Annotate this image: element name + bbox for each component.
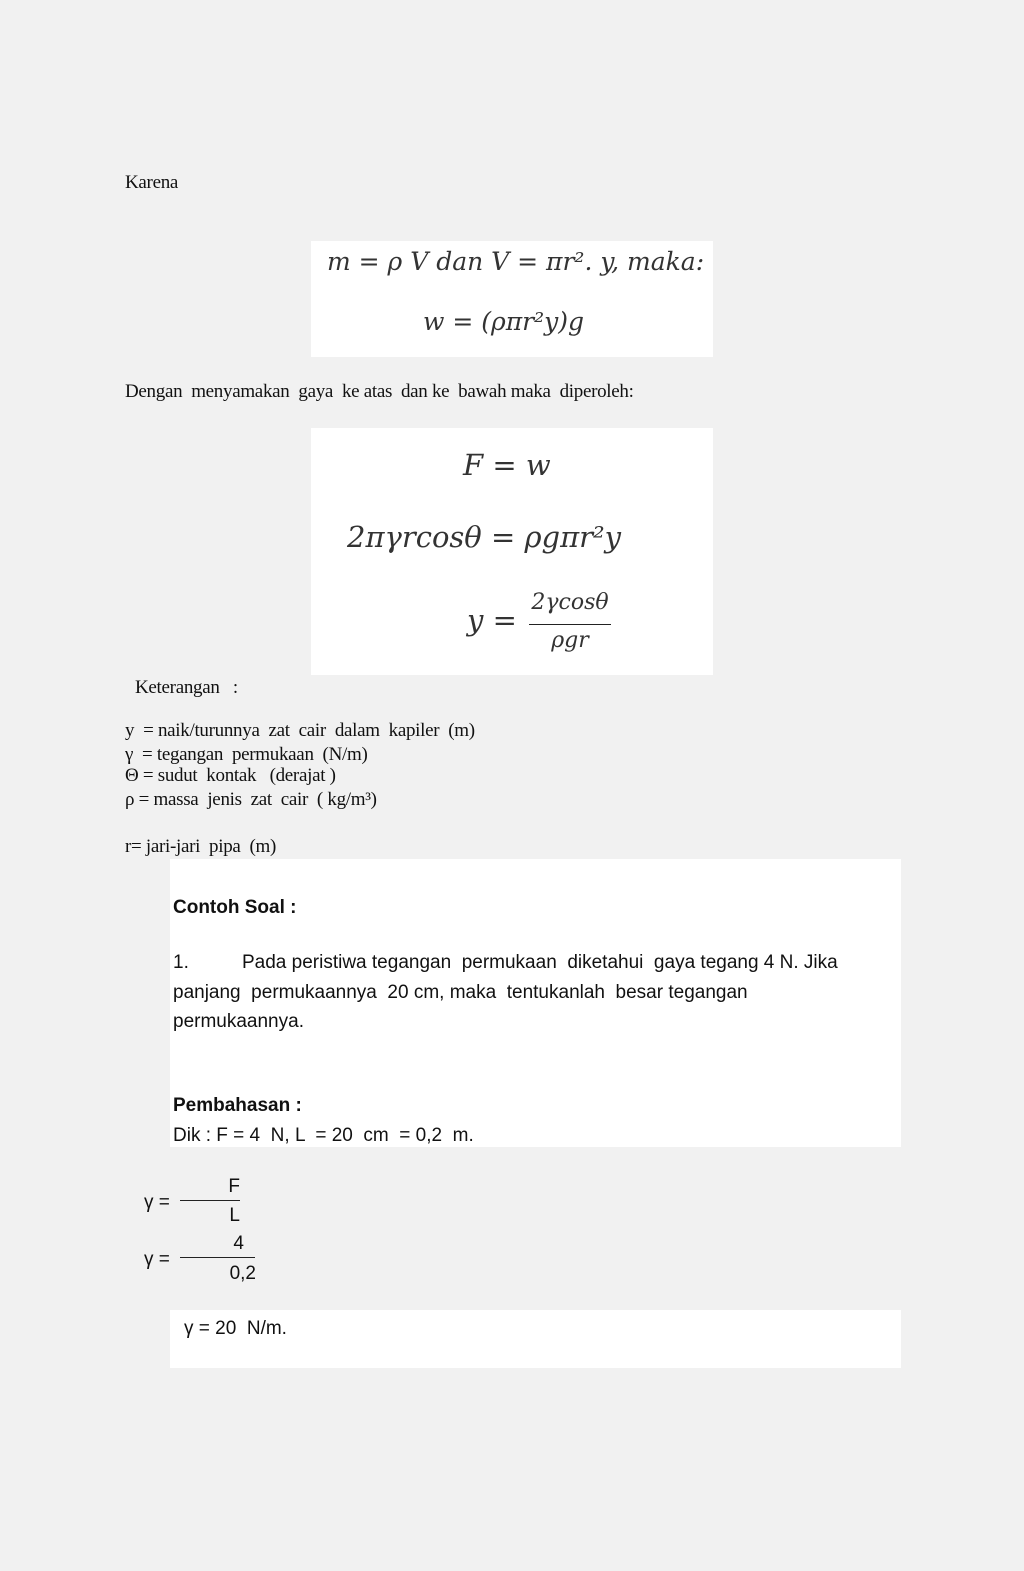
calc-2-denominator: 0,2 — [229, 1263, 256, 1284]
calc-1-lhs: γ = — [144, 1192, 170, 1213]
formula-2-denominator: ρgr — [551, 628, 589, 653]
legend-rho: ρ = massa jenis zat cair ( kg/m³) — [125, 789, 377, 810]
calc-2-lhs: γ = — [144, 1249, 170, 1270]
formula-image-2 — [311, 428, 713, 675]
question-line-3: permukaannya. — [173, 1011, 304, 1032]
example-box — [170, 859, 901, 1147]
formula-2-numerator: 2γcosθ — [531, 590, 609, 615]
formula-image-1 — [311, 241, 713, 357]
paragraph-equating-forces: Dengan menyamakan gaya ke atas dan ke bawah maka diperoleh: — [125, 381, 634, 402]
calc-1-denominator: L — [229, 1205, 240, 1226]
result-text: γ = 20 N/m. — [184, 1318, 287, 1339]
calc-1-fraction-bar — [180, 1200, 240, 1201]
calc-2-numerator: 4 — [233, 1233, 244, 1254]
question-number: 1. — [173, 952, 189, 973]
legend-gamma: γ = tegangan permukaan (N/m) — [125, 744, 368, 765]
known-values: Dik : F = 4 N, L = 20 cm = 0,2 m. — [173, 1125, 474, 1146]
intro-text: Karena — [125, 172, 179, 193]
formula-2-line-3-lhs: y = — [467, 603, 517, 637]
formula-2-line-1: F = w — [463, 448, 551, 482]
calc-2-fraction-bar — [180, 1257, 255, 1258]
legend-theta: Θ = sudut kontak (derajat ) — [125, 765, 336, 786]
example-title: Contoh Soal : — [173, 897, 297, 918]
legend-y: y = naik/turunnya zat cair dalam kapiler (m) — [125, 720, 475, 741]
solution-title: Pembahasan : — [173, 1095, 302, 1116]
formula-2-fraction-bar — [529, 624, 611, 625]
question-line-2: panjang permukaannya 20 cm, maka tentukanlah besar tegangan — [173, 982, 748, 1003]
keterangan-title: Keterangan : — [135, 677, 238, 698]
calc-1-numerator: F — [228, 1176, 240, 1197]
question-line-1: Pada peristiwa tegangan permukaan diketahui gaya tegang 4 N. Jika — [242, 952, 838, 973]
formula-1-line-1: m = ρ V dan V = πr². y, maka: — [327, 247, 705, 276]
formula-1-line-2: w = (ρπr²y)g — [423, 307, 584, 336]
legend-r: r= jari-jari pipa (m) — [125, 836, 277, 857]
formula-2-line-2: 2πγrcosθ = ρgπr²y — [347, 520, 622, 554]
result-box — [170, 1310, 901, 1368]
